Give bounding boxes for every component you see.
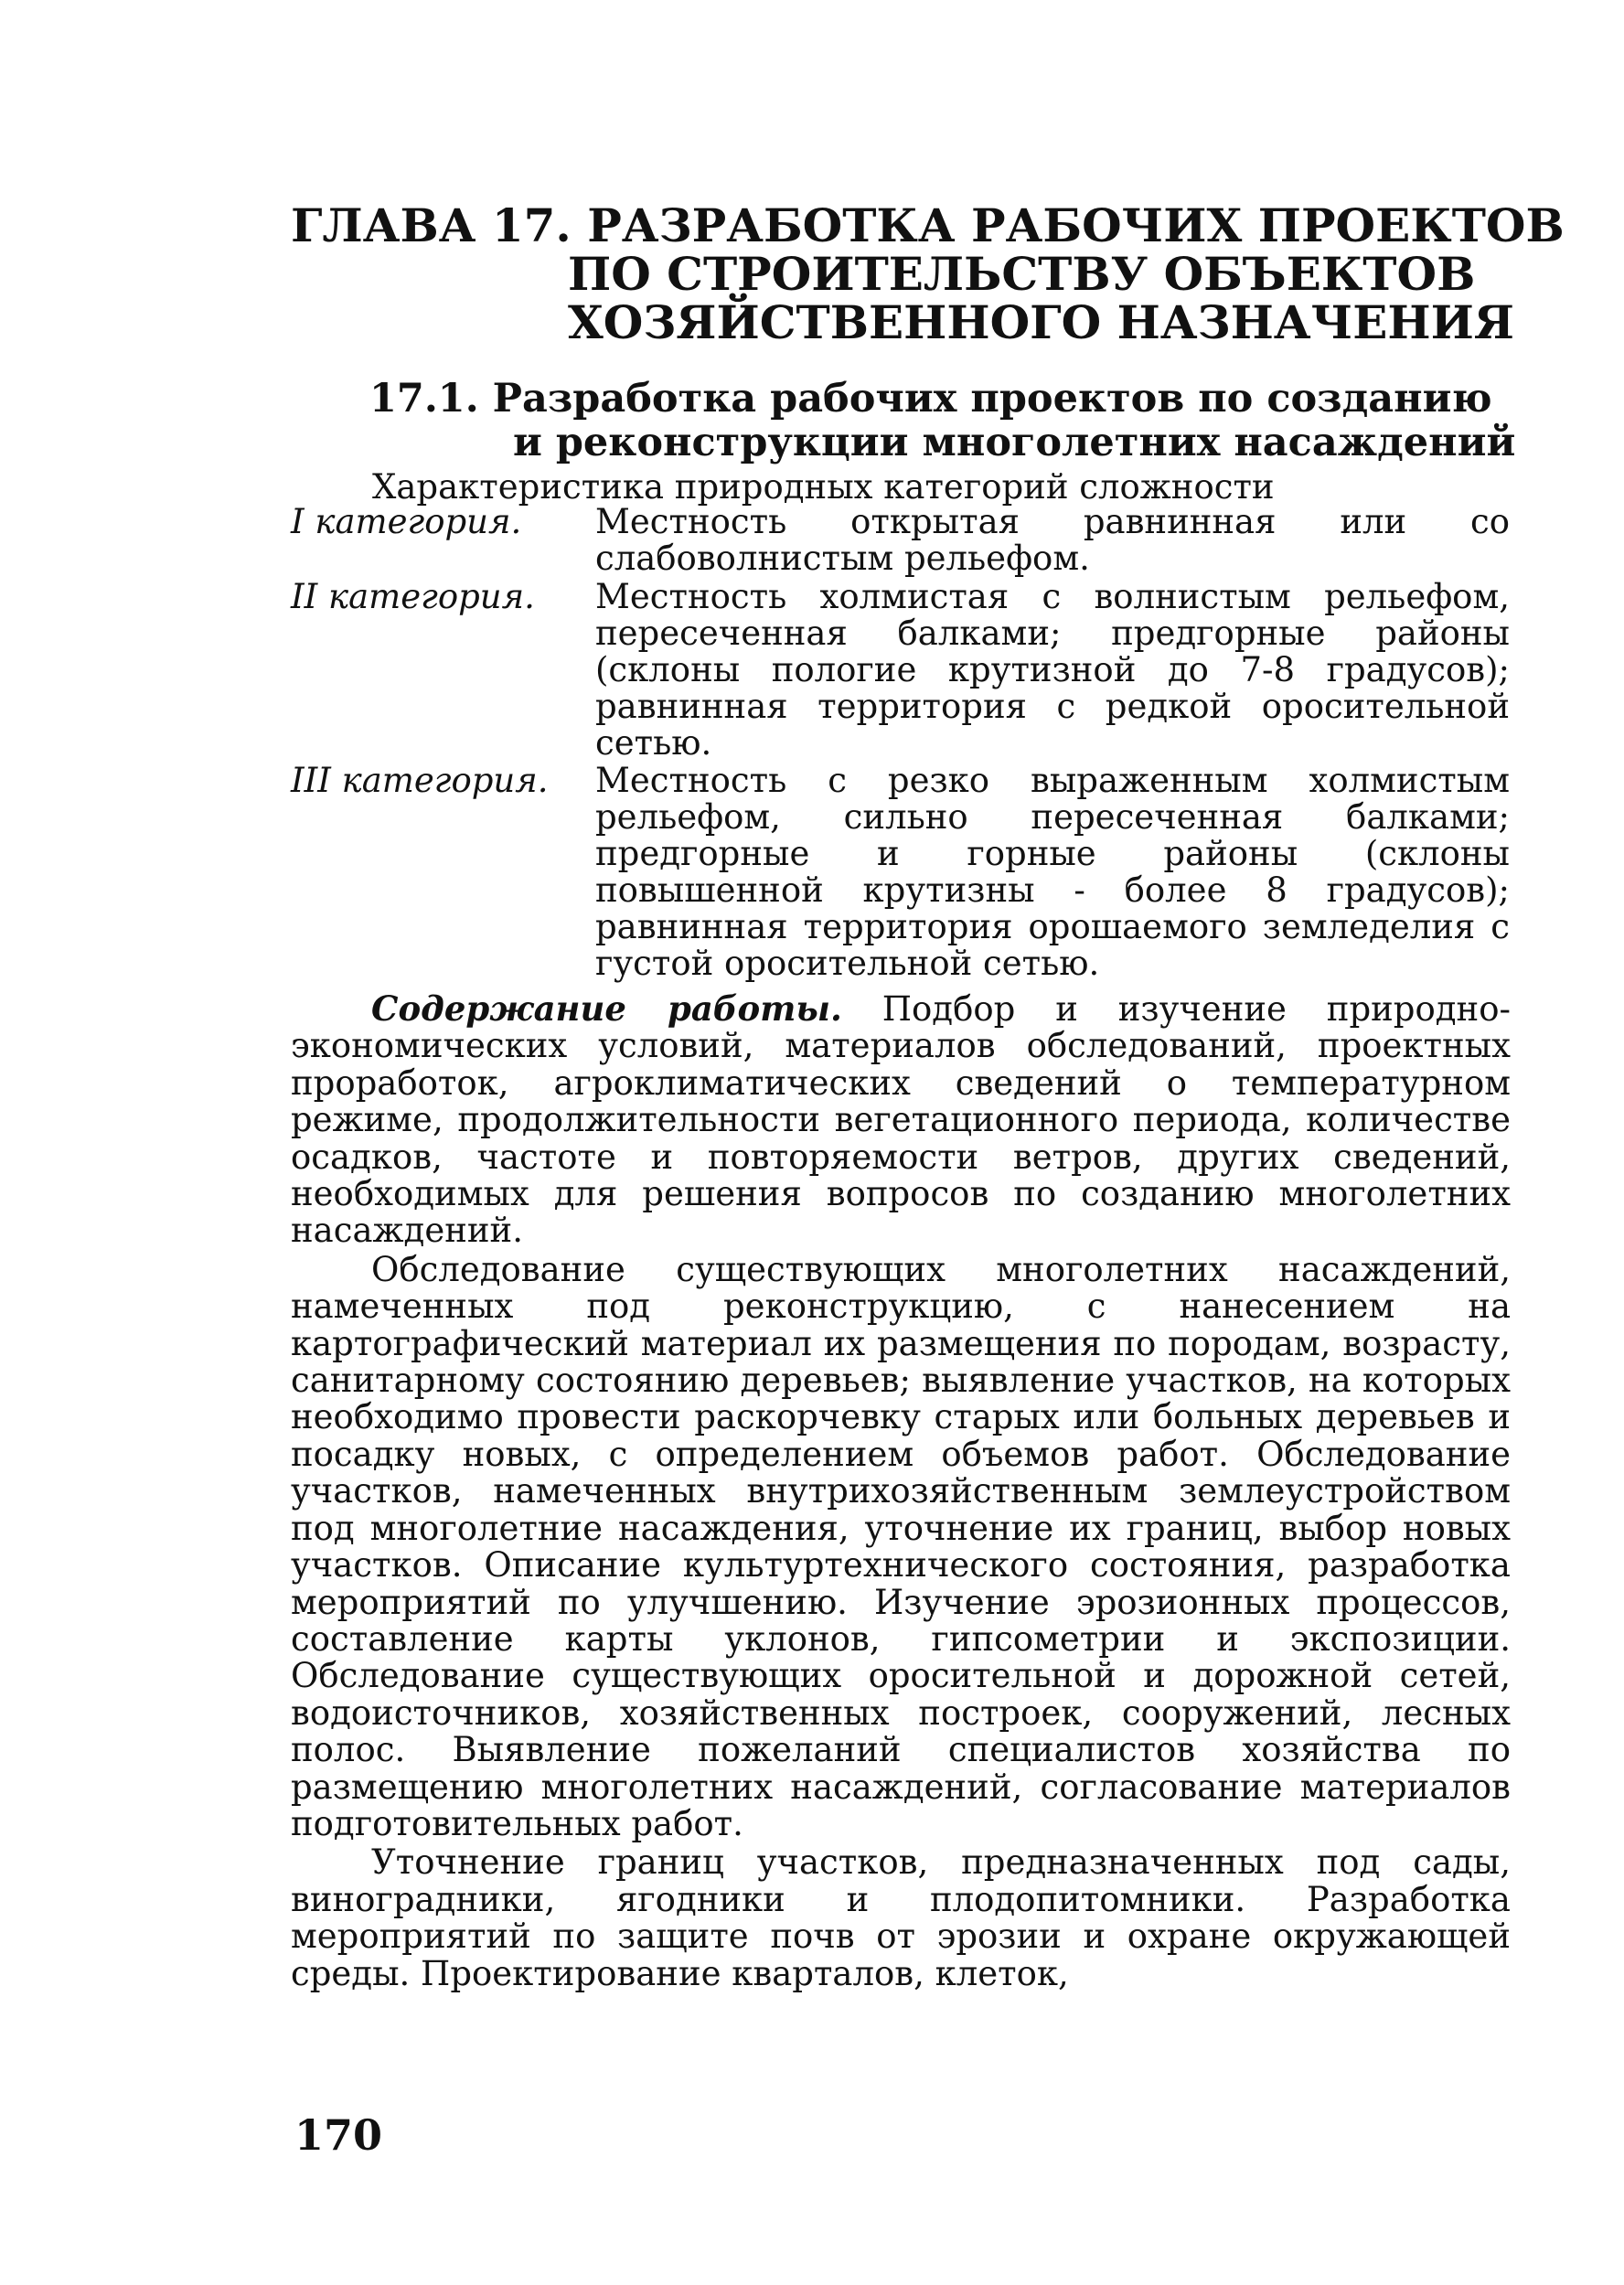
paragraph-1-text: Подбор и изучение природно-экономических условий, материалов обследований, проектных проработок, агроклиматических сведений о температурном режиме, продолжительности вегетационного периода, количестве осадков, частоте и повторяемости ветров, других сведений, необходимых для решения вопросов по созданию многолетних насаждений. <box>291 989 1511 1251</box>
category-1-label: I категория. <box>291 502 522 541</box>
categories-title: Характеристика природных категорий сложности <box>372 467 1275 507</box>
category-3-label: III категория. <box>291 761 549 800</box>
body-text <box>291 990 1511 1994</box>
paragraph-2: Обследование существующих многолетних насаждений, намеченных под реконструкцию, с нанесением на картографический материал их размещения по породам, возрасту, санитарному состоянию деревьев; выявление участков, на которых необходимо провести раскорчевку старых или больных деревьев и посадку новых, с определением объемов работ. Обследование участков, намеченных внутрихозяйственным землеустройством под многолетние насаждения, уточнение их границ, выбор новых участков. Описание культуртехнического состояния, разработка мероприятий по улучшению. Изучение эрозионных процессов, составление карты уклонов, гипсометрии и экспозиции. Обследование существующих оросительной и дорожной сетей, водоисточников, хозяйственных построек, сооружений, лесных полос. Выявление пожеланий специалистов хозяйства по размещению многолетних насаждений, согласование материалов подготовительных работ. <box>291 1249 1511 1843</box>
section-heading-line-1: 17.1. Разработка рабочих проектов по созданию <box>369 376 1492 422</box>
chapter-heading-line-1: ГЛАВА 17. РАЗРАБОТКА РАБОЧИХ ПРОЕКТОВ <box>291 198 1565 252</box>
category-1-text: Местность открытая равнинная или со слабоволнистым рельефом. <box>595 502 1510 578</box>
chapter-heading-line-2: ПО СТРОИТЕЛЬСТВУ ОБЪЕКТОВ <box>568 247 1476 301</box>
category-1 <box>291 504 1525 577</box>
chapter-heading <box>291 198 1565 349</box>
category-2-text: Местность холмистая с волнистым рельефом, пересеченная балками; предгорные районы (склоны пологие крутизной до 7-8 градусов); равнинная территория с редкой оросительной сетью. <box>595 577 1510 763</box>
category-2-label: II категория. <box>291 577 535 616</box>
chapter-heading-line-3: ХОЗЯЙСТВЕННОГО НАЗНАЧЕНИЯ <box>568 295 1514 349</box>
paragraph-3: Уточнение границ участков, предназначенных под сады, виноградники, ягодники и плодопитомники. Разработка мероприятий по защите почв от эрозии и охране окружающей среды. Проектирование кварталов, клеток, <box>291 1842 1511 1993</box>
category-2 <box>291 579 1525 762</box>
page-number: 170 <box>294 2110 383 2160</box>
section-heading <box>369 377 1549 464</box>
paragraph-1 <box>291 990 1511 1250</box>
section-heading-line-2: и реконструкции многолетних насаждений <box>513 420 1516 465</box>
category-3 <box>291 763 1525 982</box>
paragraph-1-lead: Содержание работы. <box>371 988 842 1029</box>
category-3-text: Местность с резко выраженным холмистым рельефом, сильно пересеченная балками; предгорные и горные районы (склоны повышенной крутизны - более 8 градусов); равнинная территория орошаемого земледелия с густой оросительной сетью. <box>595 761 1510 983</box>
